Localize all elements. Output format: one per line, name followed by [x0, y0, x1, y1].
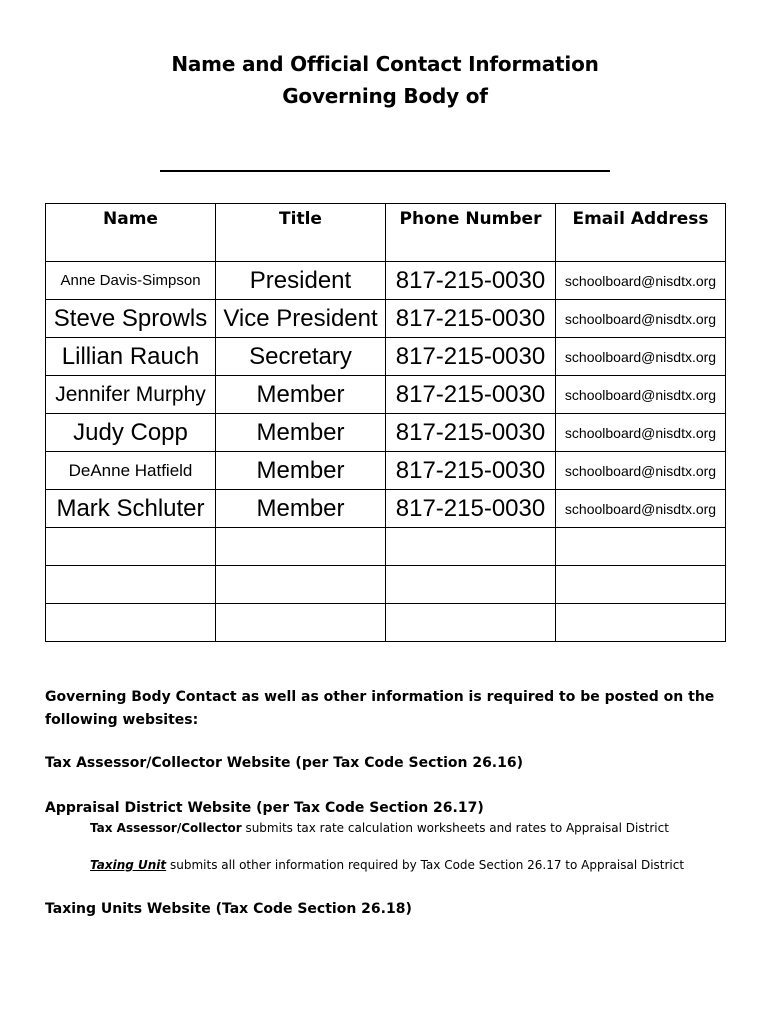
- sub2-rest: submits all other information required by Tax Code Section 26.17 to Appraisal District: [166, 858, 685, 872]
- member-name: DeAnne Hatfield: [46, 452, 216, 490]
- column-header-name: Name: [46, 204, 216, 262]
- sub1-bold: Tax Assessor/Collector: [90, 821, 242, 835]
- member-name: Steve Sprowls: [46, 300, 216, 338]
- appraisal-sub-2: [90, 858, 750, 872]
- sub2-bold: Taxing Unit: [90, 858, 167, 872]
- member-email: schoolboard@nisdtx.org: [556, 262, 726, 300]
- member-title: Member: [216, 414, 386, 452]
- appraisal-heading: Appraisal District Website (per Tax Code Section 26.17): [45, 800, 484, 816]
- document-subtitle: Governing Body of: [282, 84, 488, 108]
- blank-fill-line: [160, 170, 610, 172]
- member-title: Member: [216, 452, 386, 490]
- member-phone: 817-215-0030: [386, 262, 556, 300]
- member-email: schoolboard@nisdtx.org: [556, 376, 726, 414]
- member-title: Member: [216, 490, 386, 528]
- column-header-email: Email Address: [556, 204, 726, 262]
- table-row: [46, 338, 726, 376]
- member-name: Mark Schluter: [46, 490, 216, 528]
- member-phone: 817-215-0030: [386, 452, 556, 490]
- member-phone: 817-215-0030: [386, 376, 556, 414]
- table-row: [46, 452, 726, 490]
- member-title: President: [216, 262, 386, 300]
- member-title: Member: [216, 376, 386, 414]
- table-header-row: [46, 204, 726, 262]
- member-phone: 817-215-0030: [386, 338, 556, 376]
- tax-assessor-heading: Tax Assessor/Collector Website (per Tax Code Section 26.16): [45, 755, 524, 771]
- table-row: [46, 490, 726, 528]
- member-email: schoolboard@nisdtx.org: [556, 490, 726, 528]
- table-row: [46, 414, 726, 452]
- table-row: [46, 300, 726, 338]
- member-title: Vice President: [216, 300, 386, 338]
- table-row-empty: [46, 528, 726, 566]
- member-phone: 817-215-0030: [386, 414, 556, 452]
- sub1-rest: submits tax rate calculation worksheets and rates to Appraisal District: [241, 821, 669, 835]
- member-name: Lillian Rauch: [46, 338, 216, 376]
- appraisal-sub-1: [90, 821, 750, 835]
- column-header-title: Title: [216, 204, 386, 262]
- document-title: Name and Official Contact Information: [171, 52, 599, 76]
- member-phone: 817-215-0030: [386, 490, 556, 528]
- governing-body-table: [45, 203, 726, 642]
- table-row-empty: [46, 604, 726, 642]
- column-header-phone: Phone Number: [386, 204, 556, 262]
- member-email: schoolboard@nisdtx.org: [556, 338, 726, 376]
- member-title: Secretary: [216, 338, 386, 376]
- member-name: Anne Davis-Simpson: [46, 262, 216, 300]
- member-name: Jennifer Murphy: [46, 376, 216, 414]
- table-row-empty: [46, 566, 726, 604]
- member-phone: 817-215-0030: [386, 300, 556, 338]
- member-name: Judy Copp: [46, 414, 216, 452]
- taxing-units-heading: Taxing Units Website (Tax Code Section 26.18): [45, 901, 412, 917]
- table-row: [46, 376, 726, 414]
- table-row: [46, 262, 726, 300]
- intro-paragraph: Governing Body Contact as well as other information is required to be posted on the following websites:: [45, 689, 715, 728]
- member-email: schoolboard@nisdtx.org: [556, 300, 726, 338]
- member-email: schoolboard@nisdtx.org: [556, 452, 726, 490]
- member-email: schoolboard@nisdtx.org: [556, 414, 726, 452]
